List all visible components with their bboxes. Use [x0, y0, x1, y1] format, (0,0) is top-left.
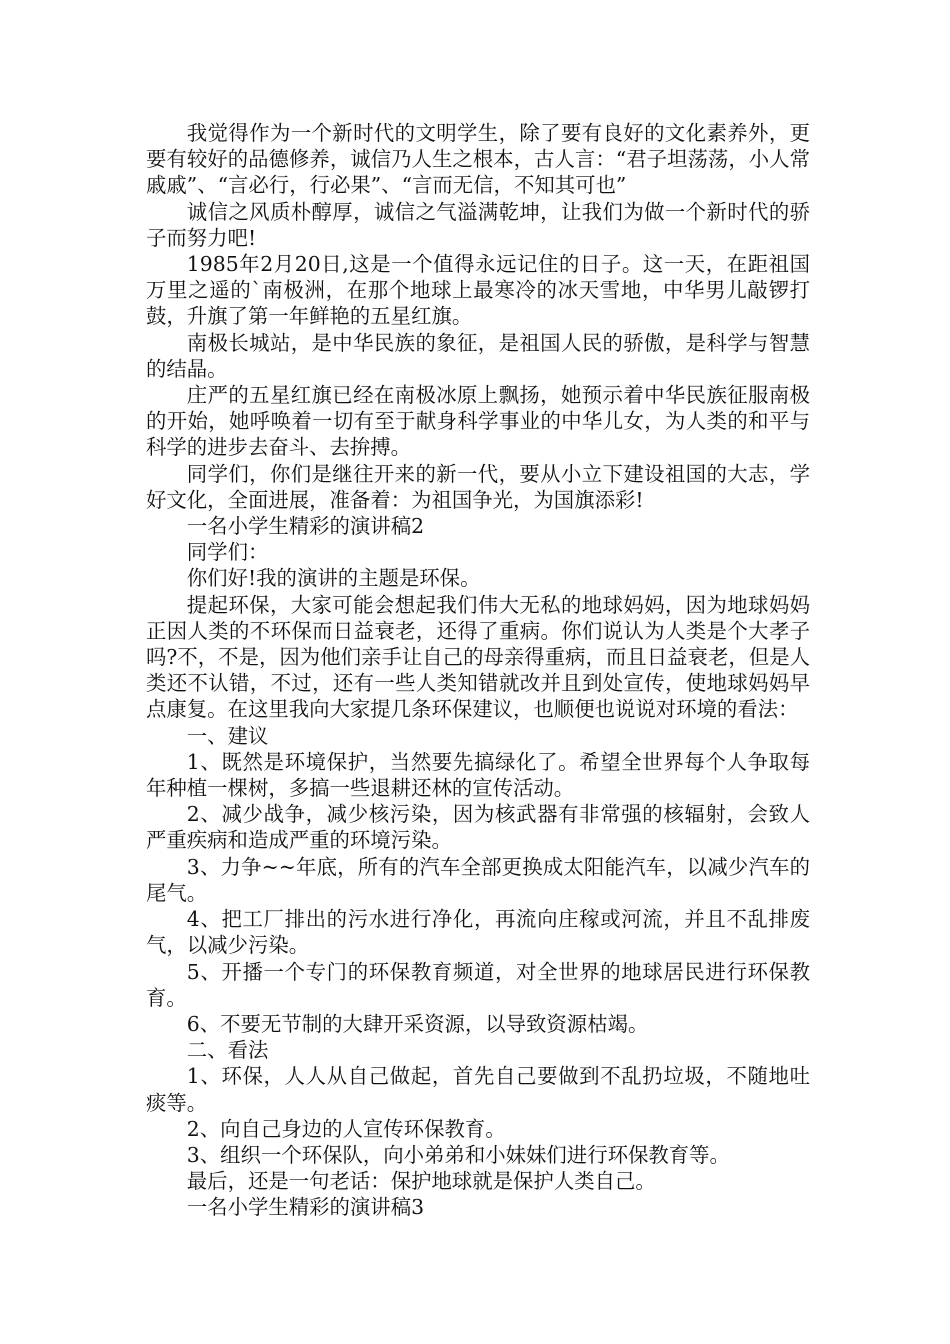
section-heading: 一名小学生精彩的演讲稿2: [186, 514, 425, 539]
paragraph: 你们好!我的演讲的主题是环保。: [186, 566, 481, 591]
paragraph: 最后，还是一句老话：保护地球就是保护人类自己。: [186, 1169, 656, 1194]
section-heading: 一名小学生精彩的演讲稿3: [186, 1195, 425, 1220]
list-item: 1、环保，人人从自己做起，首先自己要做到不乱扔垃圾，不随地吐痰等。: [146, 1064, 810, 1115]
list-item: 4、把工厂排出的污水进行净化，再流向庄稼或河流，并且不乱排废气，以减少污染。: [146, 907, 810, 958]
list-item: 5、开播一个专门的环保教育频道，对全世界的地球居民进行环保教育。: [146, 959, 810, 1010]
paragraph: 提起环保，大家可能会想起我们伟大无私的地球妈妈，因为地球妈妈正因人类的不环保而日益衰老，还得了重病。你们说认为人类是个大孝子吗?不，不是，因为他们亲手让自己的母亲得重病，而且日益衰老，但是人类还不认错，不过，还有一些人类知错就改并且到处宣传，使地球妈妈早点康复。在这里我向大家提几条环保建议，也顺便也说说对环境的看法：: [146, 592, 810, 722]
paragraph: 同学们，你们是继往开来的新一代，要从小立下建设祖国的大志，学好文化，全面进展，准备着：为祖国争光，为国旗添彩!: [146, 461, 810, 512]
list-item: 3、组织一个环保队，向小弟弟和小妹妹们进行环保教育等。: [186, 1142, 730, 1167]
list-item: 2、向自己身边的人宣传环保教育。: [186, 1116, 506, 1141]
paragraph: 我觉得作为一个新时代的文明学生，除了要有良好的文化素养外，更要有较好的品德修养，诚信乃人生之根本，古人言：“君子坦荡荡，小人常戚戚”、“言必行，行必果”、“言而无信，不知其可也”: [146, 121, 810, 198]
document-body: [146, 120, 810, 1221]
salutation: 同学们：: [186, 540, 269, 565]
list-item: 6、不要无节制的大肆开采资源，以导致资源枯竭。: [186, 1011, 649, 1036]
paragraph: 诚信之风质朴醇厚，诚信之气溢满乾坤，让我们为做一个新时代的骄子而努力吧!: [146, 199, 810, 250]
list-item: 3、力争~~年底，所有的汽车全部更换成太阳能汽车，以减少汽车的尾气。: [146, 854, 810, 905]
list-item: 2、减少战争，减少核污染，因为核武器有非常强的核辐射，会致人严重疾病和造成严重的环境污染。: [146, 802, 810, 853]
subheading: 一、建议: [186, 723, 269, 748]
paragraph: 庄严的五星红旗已经在南极冰原上飘扬，她预示着中华民族征服南极的开始，她呼唤着一切有至于献身科学事业的中华儿女，为人类的和平与科学的进步去奋斗、去拚搏。: [146, 383, 810, 460]
paragraph: 南极长城站，是中华民族的象征，是祖国人民的骄傲，是科学与智慧的结晶。: [146, 330, 810, 381]
paragraph: 1985年2月20日,这是一个值得永远记住的日子。这一天，在距祖国万里之遥的`南极洲，在那个地球上最寒冷的冰天雪地，中华男儿敲锣打鼓，升旗了第一年鲜艳的五星红旗。: [146, 252, 810, 329]
subheading: 二、看法: [186, 1038, 269, 1063]
list-item: 1、既然是环境保护，当然要先搞绿化了。希望全世界每个人争取每年种植一棵树，多搞一些退耕还林的宣传活动。: [146, 749, 810, 801]
